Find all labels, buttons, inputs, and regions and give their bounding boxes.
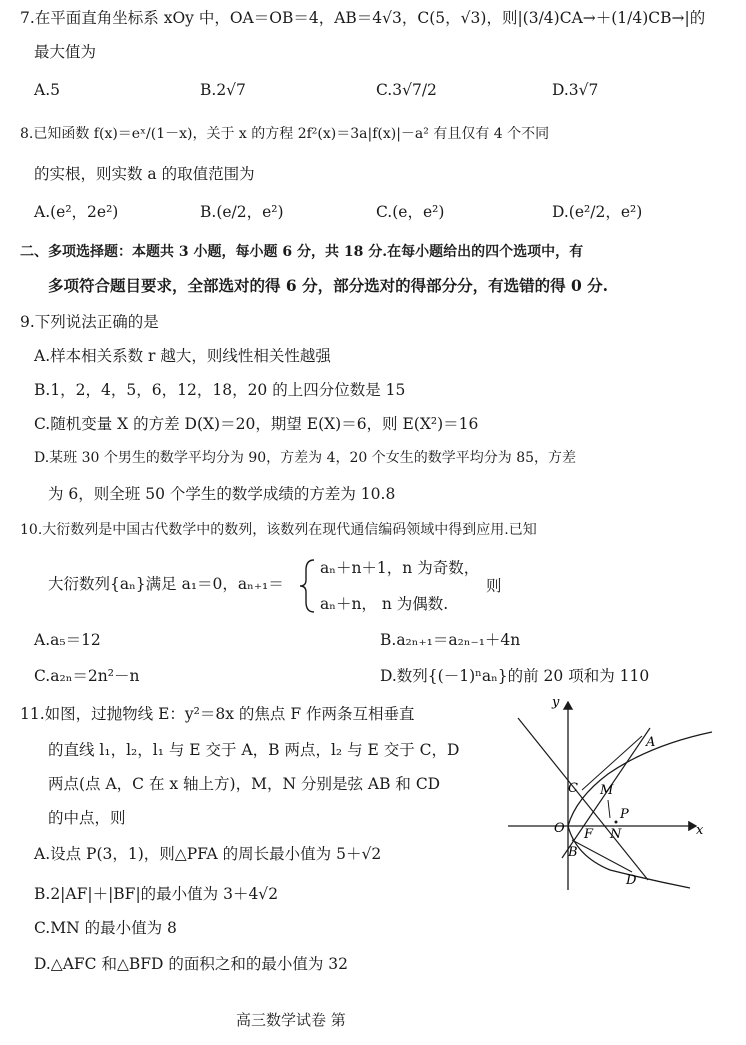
q7-stem: 7.在平面直角坐标系 xOy 中，OA＝OB＝4，AB＝4√3，C(5，√3)，则|(3/4)CA→＋(1/4)CB→|的 xyxy=(20,9,706,27)
label-f: F xyxy=(584,827,594,842)
chord-ca xyxy=(582,736,642,790)
q9-option-c: C.随机变量 X 的方差 D(X)＝20，期望 E(X)＝6，则 E(X²)＝16 xyxy=(34,415,479,433)
q11-stem-3: 两点(点 A，C 在 x 轴上方)，M，N 分别是弦 AB 和 CD xyxy=(48,775,441,793)
q10-brace xyxy=(300,558,320,614)
q11-option-d: D.△AFC 和△BFD 的面积之和的最小值为 32 xyxy=(34,955,349,973)
q10-option-c: C.a₂ₙ＝2n²－n xyxy=(34,667,140,685)
point-p xyxy=(615,821,618,824)
label-x: x xyxy=(696,823,704,838)
q11-option-c: C.MN 的最小值为 8 xyxy=(34,919,177,937)
q8-stem: 8.已知函数 f(x)＝eˣ/(1－x)，关于 x 的方程 2f²(x)＝3a|f(x)|－a² 有且仅有 4 个不同 xyxy=(20,126,550,142)
section2-heading: 二、多项选择题：本题共 3 小题，每小题 6 分，共 18 分.在每小题给出的四个选项中，有 xyxy=(20,244,584,260)
q10-option-a: A.a₅＝12 xyxy=(34,631,101,649)
q8-option-c: C.(e，e²) xyxy=(376,203,445,221)
q9-option-d: D.某班 30 个男生的数学平均分为 90，方差为 4，20 个女生的数学平均分为 85，方差 xyxy=(34,450,577,466)
label-y: y xyxy=(552,695,560,710)
q9-stem: 9.下列说法正确的是 xyxy=(20,313,159,331)
q7-option-b: B.2√7 xyxy=(200,81,246,99)
q8-option-d: D.(e²/2，e²) xyxy=(552,203,643,221)
q7-option-c: C.3√7/2 xyxy=(376,81,437,99)
label-p: P xyxy=(620,807,629,822)
q8-option-a: A.(e²，2e²) xyxy=(34,203,119,221)
label-a: A xyxy=(646,735,656,750)
q11-stem-4: 的中点，则 xyxy=(48,809,126,827)
segment-mn xyxy=(608,800,610,818)
line-l2 xyxy=(518,718,648,880)
q7-stem-cont: 最大值为 xyxy=(34,43,97,61)
label-n: N xyxy=(610,827,622,842)
label-b: B xyxy=(568,845,578,860)
chord-bd xyxy=(572,840,632,872)
page-footer: 高三数学试卷 第 xyxy=(236,1011,346,1029)
q10-case-even: aₙ＋n， n 为偶数. xyxy=(320,595,449,613)
label-o: O xyxy=(554,821,565,836)
parabola-figure xyxy=(500,690,720,900)
q10-option-d: D.数列{(－1)ⁿaₙ}的前 20 项和为 110 xyxy=(380,667,650,685)
q7-option-a: A.5 xyxy=(34,81,60,99)
q10-stem-end: 则 xyxy=(486,577,502,595)
q11-stem-1: 11.如图，过抛物线 E：y²＝8x 的焦点 F 作两条互相垂直 xyxy=(20,705,415,723)
q10-stem-a: 大衍数列{aₙ}满足 a₁＝0，aₙ₊₁＝ xyxy=(48,575,284,593)
q9-option-d-cont: 为 6，则全班 50 个学生的数学成绩的方差为 10.8 xyxy=(48,485,396,503)
q7-option-d: D.3√7 xyxy=(552,81,599,99)
label-d: D xyxy=(626,873,637,888)
q11-option-a: A.设点 P(3，1)，则△PFA 的周长最小值为 5＋√2 xyxy=(34,845,382,863)
q11-stem-2: 的直线 l₁，l₂，l₁ 与 E 交于 A，B 两点，l₂ 与 E 交于 C，D xyxy=(48,741,460,759)
q11-option-b: B.2|AF|＋|BF|的最小值为 3＋4√2 xyxy=(34,885,279,903)
q8-stem-cont: 的实根，则实数 a 的取值范围为 xyxy=(34,165,255,183)
parabola-curve xyxy=(568,732,712,888)
q10-stem: 10.大衍数列是中国古代数学中的数列，该数列在现代通信编码领域中得到应用.已知 xyxy=(20,522,537,538)
label-m: M xyxy=(600,783,614,798)
q10-case-odd: aₙ＋n＋1，n 为奇数， xyxy=(320,559,480,577)
q10-option-b: B.a₂ₙ₊₁＝a₂ₙ₋₁＋4n xyxy=(380,631,521,649)
q8-option-b: B.(e/2，e²) xyxy=(200,203,284,221)
section2-heading-cont: 多项符合题目要求，全部选对的得 6 分，部分选对的得部分分，有选错的得 0 分. xyxy=(48,276,609,295)
label-c: C xyxy=(568,781,578,796)
q9-option-b: B.1，2，4，5，6，12，18，20 的上四分位数是 15 xyxy=(34,381,406,399)
q9-option-a: A.样本相关系数 r 越大，则线性相关性越强 xyxy=(34,347,331,365)
